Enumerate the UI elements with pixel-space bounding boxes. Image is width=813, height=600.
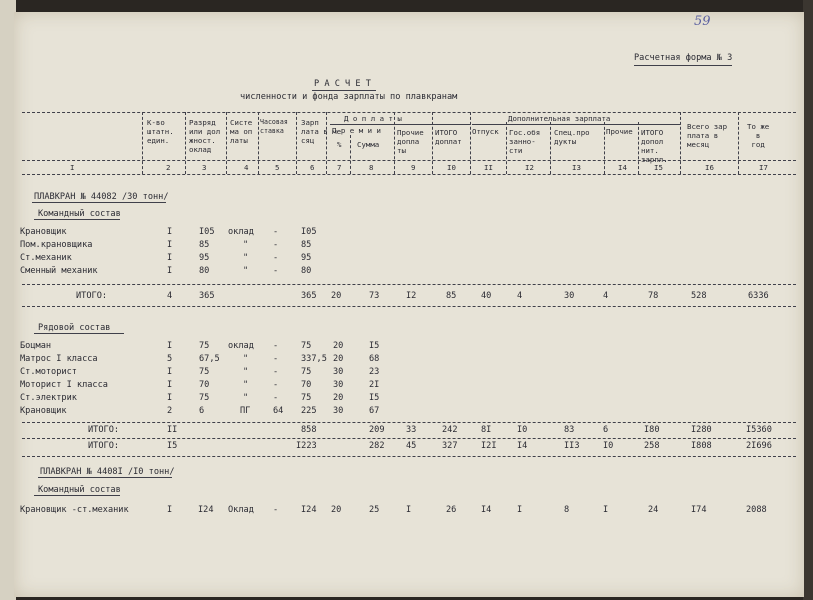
group-title-underline	[34, 495, 120, 496]
col-divider	[226, 112, 227, 174]
header-premii: П р е м и и	[332, 126, 381, 135]
header-sum: Сумма	[357, 140, 380, 149]
col-divider	[142, 112, 143, 174]
group-title-underline	[34, 219, 120, 220]
doc-title-underline	[312, 90, 376, 91]
section-title: ПЛАВКРАН № 4408I /I0 тонн/	[40, 467, 175, 477]
group-title: Командный состав	[38, 485, 121, 495]
row-rule	[22, 284, 796, 285]
header-month: Всего зар плата в месяц	[687, 122, 728, 149]
row-rule	[22, 306, 796, 307]
row-rule	[22, 438, 796, 439]
header-hourly: Часовая ставка	[260, 118, 288, 135]
doc-title: Р А С Ч Е Т	[314, 79, 371, 89]
col-divider	[470, 112, 471, 174]
section-title-underline	[38, 477, 172, 478]
col-divider	[738, 112, 739, 174]
group-title-underline	[34, 333, 124, 334]
doc-subtitle: численности и фонда зарплаты по плавкранам	[240, 92, 458, 102]
header-count: К-во штатн. един.	[147, 118, 174, 145]
col-divider	[680, 112, 681, 174]
header-other: Прочие допла ты	[397, 128, 424, 155]
form-label: Расчетная форма № 3	[634, 53, 733, 63]
header-spec: Спец.про дукты	[554, 128, 590, 146]
col-divider	[350, 135, 351, 174]
doplaty-underline	[330, 124, 470, 125]
header-prochie: Прочие	[606, 127, 633, 136]
header-doplaty: Д о п л а т ы	[344, 114, 402, 123]
section-title: ПЛАВКРАН № 44082 /30 тонн/	[34, 192, 169, 202]
row-rule	[22, 456, 796, 457]
header-system: Систе ма оп латы	[230, 118, 253, 145]
col-divider	[432, 112, 433, 174]
header-year: То же в год	[747, 122, 770, 149]
header-gov: Гос.обя занно- сти	[509, 128, 541, 155]
col-divider	[550, 122, 551, 174]
row-rule	[22, 422, 796, 423]
dop-zarplata-underline	[472, 124, 680, 125]
group-title: Рядовой состав	[38, 323, 111, 333]
document-sheet: 59 Расчетная форма № 3 Р А С Ч Е Т численности и фонда зарплаты по плавкранам К-во штатн. един. Разряд или дол жност. оклад Систе ма оп латы Часовая ставка Зарп лата в ме сяц Д о п л а т ы П р е м и и % Сумма Прочие допла ты ИТОГО доплат Дополнительная зарплата Отпуск Гос.обя занно- сти Спец.про дукты Прочие ИТОГО допол нит. зарпл. Всего зар плата в месяц То же в год I 2 3 4 5 6 7 8 9 I0 II I2 I3 I4 I5 I6 I7 ПЛАВКРАН № 44082 /30 тонн/ Командный состав Крановщик I I05 оклад - I05 Пом.крановщика I 85 " - 85 Ст.механик I 95 " - 95 Сменный механик I 80 " - 80 ИТОГО: 4 365 365 20 73 I2 85 40 4 30 4 78 528 6336 Рядовой состав Боцман I 75 оклад - 75 20 I5 Матрос I класса 5 67,5 " - 337,5 20 68 Ст.моторист I 75 " - 75 30 23 Моторист I класса I 70 " - 70 30 2I Ст.электрик I 75 " - 75 20 I5 Крановщик 2 6 ПГ 64 225 30 67 ИТОГО: II 858 209 33 242 8I I0 83 6 I80 I280 I5360 ИТОГО: I5 I223 282 45 327 I2I I4 II3 I0 258 I808 2I696 ПЛАВКРАН № 4408I /I0 тонн/ Командный состав Крановщик -ст.механик I I24 Оклад - I24 20 25 I 26 I4 I 8 I 24 I74 2088	[14, 12, 804, 597]
col-divider	[638, 122, 639, 174]
col-divider	[604, 122, 605, 174]
header-dop-zarplata: Дополнительная зарплата	[508, 114, 611, 123]
col-divider	[506, 122, 507, 174]
section-title-underline	[32, 202, 166, 203]
col-divider	[258, 112, 259, 174]
page-edge-right	[803, 0, 813, 600]
form-label-underline	[634, 65, 732, 66]
header-salary: Зарп лата в ме сяц	[301, 118, 342, 145]
page-number: 59	[694, 14, 711, 29]
header-total-dop: ИТОГО доплат	[435, 128, 462, 146]
col-divider	[296, 112, 297, 174]
header-rate: Разряд или дол жност. оклад	[189, 118, 221, 154]
col-divider	[185, 112, 186, 174]
header-bottom-rule	[22, 174, 796, 175]
header-vacation: Отпуск	[472, 127, 499, 136]
header-pct: %	[337, 140, 342, 149]
header-itogo-dop: ИТОГО допол нит. зарпл.	[641, 128, 668, 164]
group-title: Командный состав	[38, 209, 121, 219]
